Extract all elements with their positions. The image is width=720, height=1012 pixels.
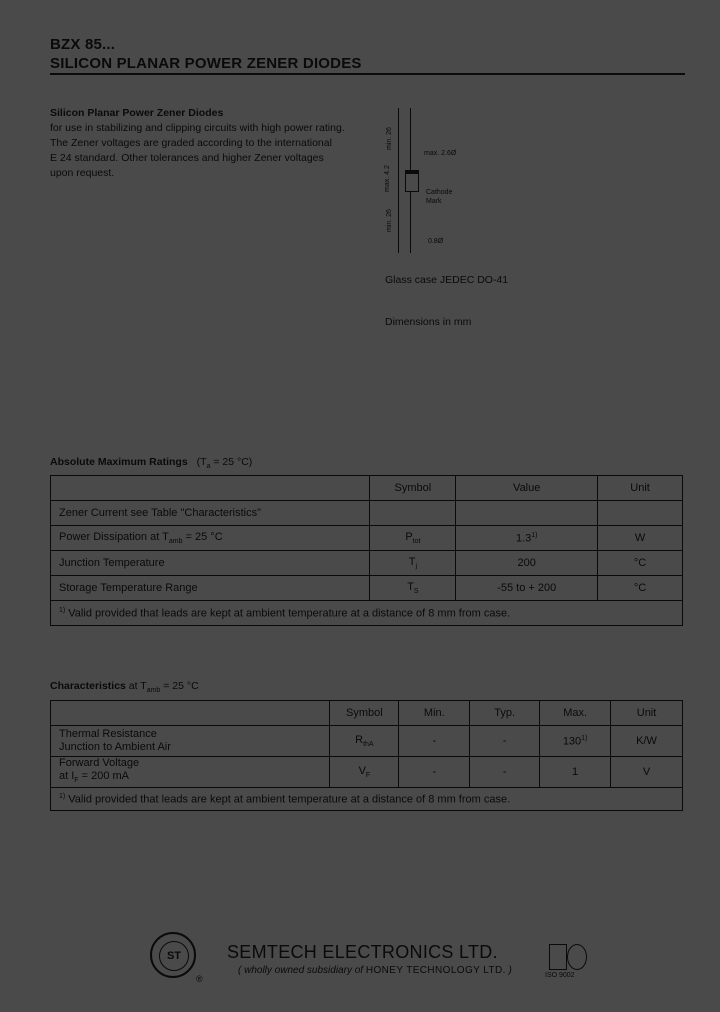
dim-bottom: min. 26	[386, 209, 393, 232]
dia-lead-label: max. 2.6Ø	[424, 150, 457, 157]
value-cell	[456, 501, 598, 526]
intro-line: E 24 standard. Other tolerances and higher Zener voltages	[50, 152, 324, 164]
header-unit: Unit	[598, 476, 683, 501]
param-cell: Power Dissipation at $T_{amb} = 25$ °C	[51, 526, 370, 551]
param-cell: Storage Temperature Range	[51, 576, 370, 601]
table-row	[51, 501, 683, 526]
header-value: Value	[456, 476, 598, 501]
symbol-cell: $P_{tot}$	[370, 526, 456, 551]
value-cell: 200	[456, 551, 598, 576]
intro-line: for use in stabilizing and clipping circuits with high power rating.	[50, 122, 345, 134]
certification-mark	[545, 940, 587, 984]
intro-heading: Silicon Planar Power Zener Diodes	[50, 107, 224, 119]
title-rule	[50, 73, 685, 75]
header-max: Max.	[540, 701, 611, 726]
cert-circle	[567, 944, 587, 970]
value-cell: 1.3$^{1)}$	[456, 526, 598, 551]
cathode-label	[426, 188, 452, 206]
value-cell: -55 to + 200	[456, 576, 598, 601]
param-cell: Forward Voltage at $I_F = 200$ mA	[51, 757, 330, 788]
subsidiary-line: ( wholly owned subsidiary of HONEY TECHNOLOGY LTD. )	[238, 965, 512, 976]
table-row	[51, 526, 683, 551]
param-cell: Junction Temperature	[51, 551, 370, 576]
param-cell: Thermal Resistance Junction to Ambient Air	[51, 726, 330, 757]
cert-text: ISO 9002	[545, 972, 575, 979]
intro-line: The Zener voltages are graded according to the international	[50, 137, 332, 149]
header-param	[51, 476, 370, 501]
cathode-label-line1: Cathode	[426, 189, 453, 196]
cathode-label-line2: Mark	[426, 198, 442, 205]
max-cell: 130$^{1)}$	[540, 726, 611, 757]
symbol-cell: $T_S$	[370, 576, 456, 601]
unit-cell: W	[598, 526, 683, 551]
package-drawing	[380, 100, 490, 265]
dim-top: min. 26	[386, 127, 393, 150]
company-logo-inner: ST	[159, 941, 189, 971]
typ-cell: -	[470, 757, 540, 788]
symbol-cell: $T_j$	[370, 551, 456, 576]
typ-cell: -	[470, 726, 540, 757]
footnote-cell: $^{1)}$ Valid provided that leads are kept at ambient temperature at a distance of 8 mm from case.	[51, 601, 683, 626]
abs-max-table	[50, 475, 683, 626]
min-cell: -	[399, 757, 470, 788]
part-number: BZX 85...	[50, 36, 116, 53]
table-header-row	[51, 476, 683, 501]
min-cell: -	[399, 726, 470, 757]
registered-mark: ®	[196, 974, 203, 984]
cathode-band	[405, 170, 419, 174]
unit-cell: V	[611, 757, 683, 788]
unit-cell: K/W	[611, 726, 683, 757]
table-header-row	[51, 701, 683, 726]
header-min: Min.	[399, 701, 470, 726]
unit-cell: °C	[598, 576, 683, 601]
abs-max-heading: Absolute Maximum Ratings	[50, 456, 188, 468]
lead-bottom	[410, 191, 411, 253]
char-condition: at $T_{amb} = 25$ °C	[128, 680, 199, 695]
header-unit: Unit	[611, 701, 683, 726]
table-row	[51, 726, 683, 757]
param-cell: Zener Current see Table "Characteristics"	[51, 501, 370, 526]
dimensions-label: Dimensions in mm	[385, 316, 472, 328]
footnote-cell: $^{1)}$ Valid provided that leads are kept at ambient temperature at a distance of 8 mm from case.	[51, 788, 683, 811]
header-typ: Typ.	[470, 701, 540, 726]
max-cell: 1	[540, 757, 611, 788]
table-row	[51, 551, 683, 576]
symbol-cell: $R_{thA}$	[330, 726, 399, 757]
company-logo	[150, 932, 196, 978]
unit-cell: °C	[598, 551, 683, 576]
footnote-row	[51, 601, 683, 626]
intro-block	[50, 106, 370, 181]
dim-body: max. 4.2	[384, 165, 391, 192]
char-title	[50, 679, 199, 698]
unit-cell	[598, 501, 683, 526]
footnote-row	[51, 788, 683, 811]
header-param	[51, 701, 330, 726]
header-symbol: Symbol	[370, 476, 456, 501]
dia-body-label: 0.8Ø	[428, 238, 444, 245]
char-table	[50, 700, 683, 811]
cert-box	[549, 944, 567, 970]
symbol-cell: $V_F$	[330, 757, 399, 788]
dim-line-left	[398, 108, 399, 253]
symbol-cell	[370, 501, 456, 526]
header-symbol: Symbol	[330, 701, 399, 726]
table-row	[51, 757, 683, 788]
company-name: SEMTECH ELECTRONICS LTD.	[227, 942, 498, 962]
char-heading: Characteristics	[50, 680, 126, 692]
intro-line: upon request.	[50, 167, 115, 179]
page-title: SILICON PLANAR POWER ZENER DIODES	[50, 55, 362, 72]
table-row	[51, 576, 683, 601]
case-label: Glass case JEDEC DO-41	[385, 274, 509, 286]
lead-top	[410, 108, 411, 170]
abs-max-title	[50, 455, 252, 474]
abs-max-condition: ($T_a = 25$ °C)	[196, 456, 253, 471]
